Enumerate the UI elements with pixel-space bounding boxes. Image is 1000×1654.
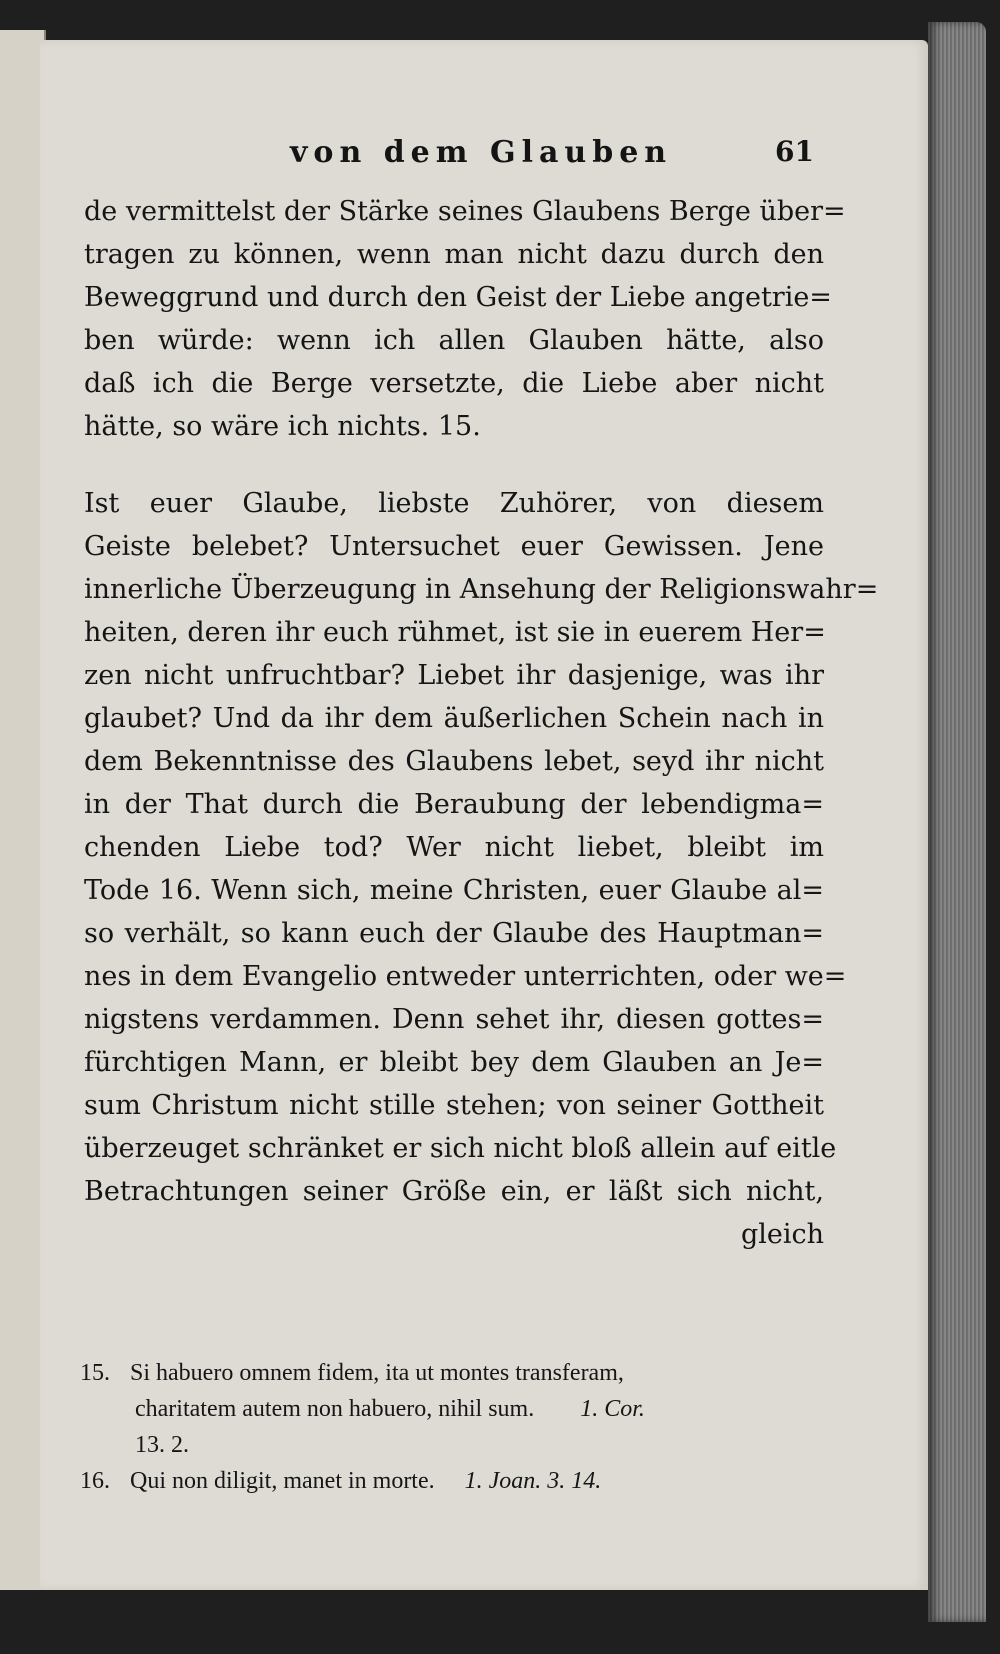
text-line: de vermittelst der Stärke seines Glaubens Berge über= [84, 196, 846, 227]
footnote-15-continued [80, 1427, 840, 1463]
text-line: Geiste belebet? Untersuchet euer Gewissen. Jene [84, 531, 824, 562]
footnotes [80, 1355, 840, 1499]
footnote-reference: 1. Joan. 3. 14. [464, 1468, 602, 1494]
footnote-16 [80, 1463, 840, 1499]
text-line: innerliche Überzeugung in Ansehung der Religionswahr= [84, 574, 879, 605]
text-line: daß ich die Berge versetzte, die Liebe aber nicht [84, 368, 824, 399]
page-number: 61 [775, 135, 814, 168]
footnote-reference: 1. Cor. [580, 1396, 645, 1422]
page-header [40, 135, 928, 175]
footnote-text: charitatem autem non habuero, nihil sum. [135, 1396, 535, 1422]
book-page [40, 40, 928, 1590]
body-text [84, 190, 879, 1256]
footnote-text: Qui non diligit, manet in morte. [130, 1468, 435, 1494]
text-line: chenden Liebe tod? Wer nicht liebet, bleibt im [84, 832, 824, 863]
text-line: glaubet? Und da ihr dem äußerlichen Schein nach in [84, 703, 824, 734]
text-line: überzeuget schränket er sich nicht bloß allein auf eitle [84, 1133, 837, 1164]
footnote-text: Si habuero omnem fidem, ita ut montes transferam, [130, 1360, 624, 1386]
text-line: Ist euer Glaube, liebste Zuhörer, von diesem [84, 488, 824, 519]
text-line: Betrachtungen seiner Größe ein, er läßt sich nicht, [84, 1176, 824, 1207]
page-block-edge [928, 22, 986, 1622]
footnote-number: 16. [80, 1468, 110, 1494]
text-line: Beweggrund und durch den Geist der Liebe angetrie= [84, 282, 832, 313]
footnote-text: 13. 2. [135, 1432, 189, 1458]
text-line: heiten, deren ihr euch rühmet, ist sie in euerem Her= [84, 617, 826, 648]
catchword: gleich [740, 1219, 824, 1250]
text-line: Tode 16. Wenn sich, meine Christen, euer Glaube al= [84, 875, 824, 906]
paragraph-break [84, 448, 824, 482]
footnote-15 [80, 1355, 840, 1391]
text-line: in der That durch die Beraubung der lebendigma= [84, 789, 824, 820]
text-line: nigstens verdammen. Denn sehet ihr, diesen gottes= [84, 1004, 824, 1035]
text-line: nes in dem Evangelio entweder unterrichten, oder we= [84, 961, 847, 992]
text-line: sum Christum nicht stille stehen; von seiner Gottheit [84, 1090, 824, 1121]
text-line: zen nicht unfruchtbar? Liebet ihr dasjenige, was ihr [84, 660, 824, 691]
running-head: von dem Glauben [290, 135, 673, 170]
text-line: fürchtigen Mann, er bleibt bey dem Glauben an Je= [84, 1047, 824, 1078]
text-line: hätte, so wäre ich nichts. 15. [84, 411, 481, 442]
footnote-number: 15. [80, 1360, 110, 1386]
text-line: ben würde: wenn ich allen Glauben hätte, also [84, 325, 824, 356]
text-line: so verhält, so kann euch der Glaube des Hauptman= [84, 918, 824, 949]
footnote-15-continued [80, 1391, 840, 1427]
text-line: dem Bekenntnisse des Glaubens lebet, seyd ihr nicht [84, 746, 824, 777]
text-line: tragen zu können, wenn man nicht dazu durch den [84, 239, 824, 270]
